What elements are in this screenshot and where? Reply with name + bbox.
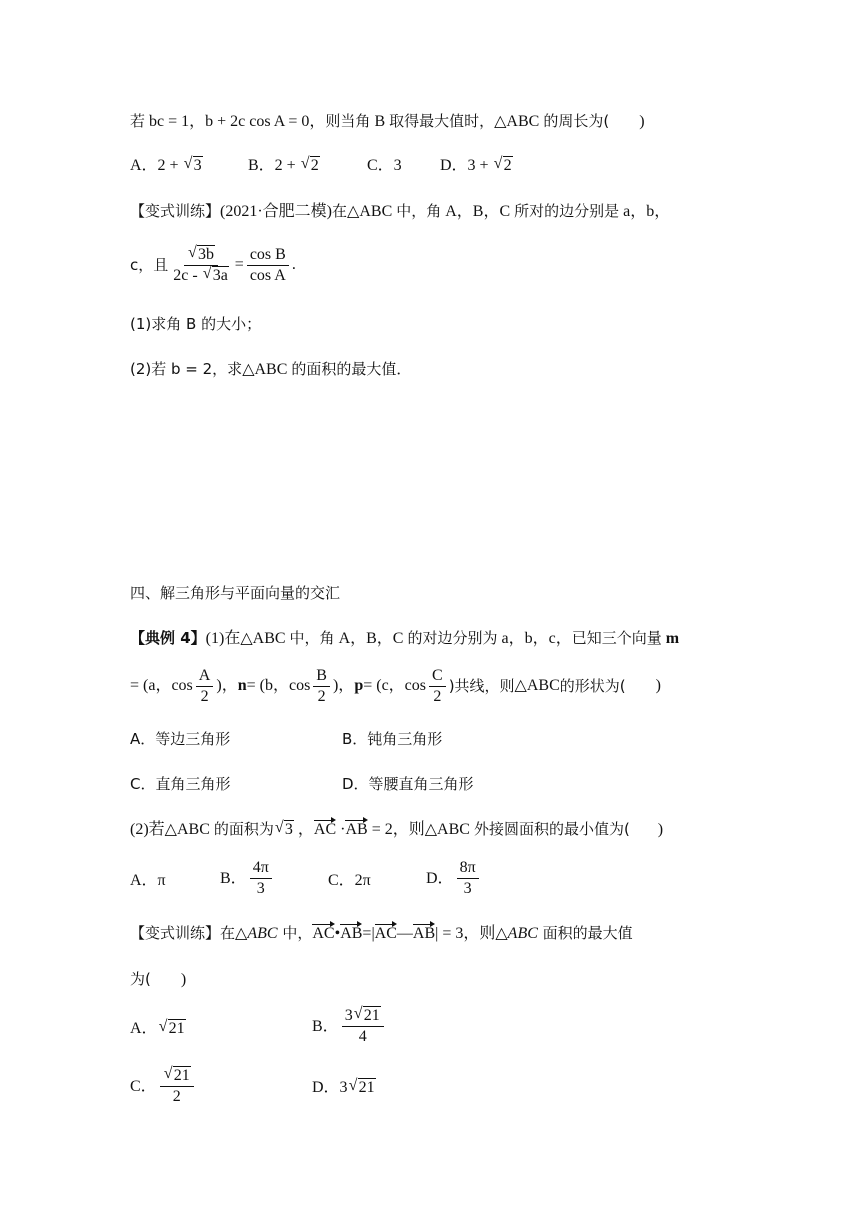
option-c: C．2π [328,872,371,889]
sqrt-symbol: √ 3 [276,819,294,841]
sqrt-symbol: √ 3b [189,245,215,265]
sqrt-symbol: √ 2 [302,155,320,177]
option-d: D．等腰直角三角形 [342,775,474,793]
vector-ab: AB [413,923,435,945]
question-2: (2)若 b = 2，求△ABC 的面积的最大值． [130,360,412,378]
vector-ab: AB [345,819,367,841]
problem-line: 若 bc = 1，b + 2c cos A = 0，则当角 B 取得最大值时，△ABC 的周长为( ) [130,112,645,130]
fraction-c-half: $\frac{C}{2}$ [429,666,446,707]
fraction-b-half: $\frac{B}{2}$ [313,666,330,707]
option-a: A．2 + √ 3 [130,155,203,177]
variant-training-2: 【变式训练】在△ABC 中，AC•AB=|AC—AB| = 3，则△ABC 面积的最大值 [130,922,740,945]
sqrt-symbol: √ 21 [355,1006,381,1026]
option-c: C． √ $\frac{21}{2}$ [130,1066,197,1107]
fraction-a-half: $\frac{A}{2}$ [196,666,214,707]
example-4-question-2: (2)若△ABC 的面积为√ 3 ，AC ·AB = 2，则△ABC 外接圆面积的最小值为( ) [130,818,740,841]
option-a: A．√ 21 [130,1018,186,1040]
sqrt-symbol: √ 3a [204,266,229,286]
example-4-line2: = (a，cos $\frac{A}{2}$ )， n = (b，cos $\frac{B}{2}$ )， p = (c，cos $\frac{C}{2}$ )共线，则 △ABC 的形状为( ) [130,666,661,705]
variant-training-2-line2: 为( ) [130,970,187,988]
option-a: A．等边三角形 [130,730,231,748]
sqrt-symbol: √ 21 [165,1066,191,1086]
vector-ac: AC [375,923,397,945]
example-4-line1: 【典例 4】(1)在△ABC 中，角 A，B，C 的对边分别为 a，b，c，已知三个向量 m [130,629,680,647]
vector-ac: AC [314,819,336,841]
option-b: B． $\frac{3√ 21}{4}$ [312,1006,387,1047]
sqrt-symbol: √ 3 [185,155,203,177]
option-c: C．3 [367,157,402,174]
option-b: B． $\frac{4\pi}{3}$ [220,858,275,899]
option-b: B．2 + √ 2 [248,155,320,177]
option-c: C．直角三角形 [130,775,231,793]
option-d: D．3√ 21 [312,1077,376,1099]
fraction-left: √ $\frac{3b}{2c - √ 3a}$ [170,245,232,286]
section-heading: 四、解三角形与平面向量的交汇 [130,584,341,602]
sqrt-symbol: √ 21 [350,1077,376,1099]
vector-ab: AB [340,923,362,945]
question-1: (1)求角 B 的大小； [130,315,262,333]
option-a: A．π [130,872,166,889]
option-d: D． $\frac{8\pi}{3}$ [426,858,482,899]
variant-training-1: 【变式训练】(2021·合肥二模)在△ABC 中，角 A，B，C 所对的边分别是 a，b， [130,202,671,220]
option-b: B．钝角三角形 [342,730,443,748]
sqrt-symbol: √ 21 [160,1018,186,1040]
sqrt-symbol: √ 2 [495,155,513,177]
variant-training-1-equation: c，且 √ $\frac{3b}{2c - √ 3a}$ = $\frac{\text{cos B}}{\text{cos A}}$ . [130,240,740,290]
option-d: D．3 + √ 2 [440,155,513,177]
vector-ac: AC [312,923,334,945]
fraction-right: $\frac{\text{cos B}}{\text{cos A}}$ [247,245,289,286]
